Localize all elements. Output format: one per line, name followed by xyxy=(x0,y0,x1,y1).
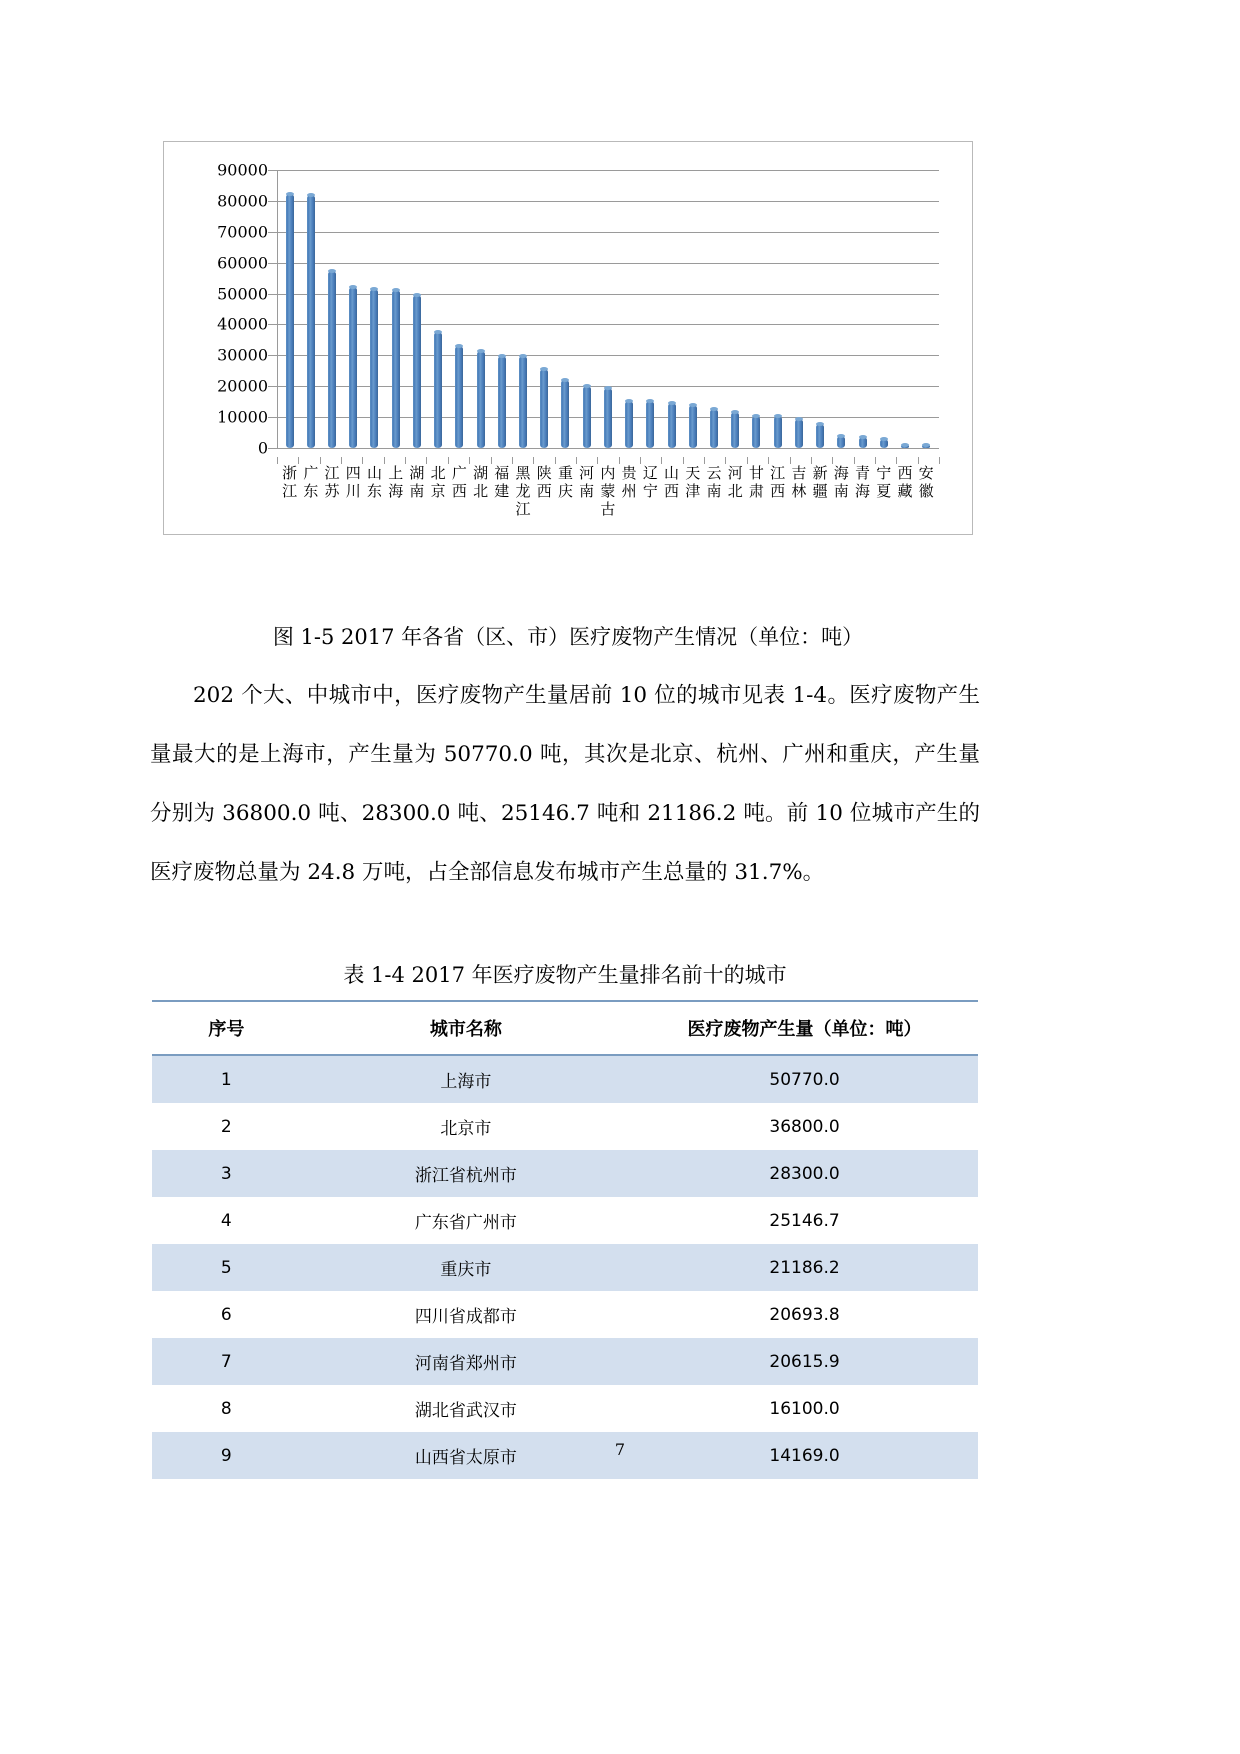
bar-slot xyxy=(343,170,364,448)
table-row xyxy=(152,1150,978,1197)
bar xyxy=(816,424,824,448)
x-axis-label: 广 西 xyxy=(451,464,467,500)
x-tick-mark xyxy=(362,457,363,464)
x-tick-mark xyxy=(811,457,812,464)
x-tick-mark xyxy=(448,457,449,464)
bar xyxy=(540,369,548,448)
x-axis-label: 福 建 xyxy=(494,464,510,500)
y-tick-mark xyxy=(268,201,277,202)
bar xyxy=(307,195,315,448)
table-cell-city: 上海市 xyxy=(301,1055,631,1103)
table-cell-value: 21186.2 xyxy=(631,1244,978,1291)
bar xyxy=(774,416,782,448)
bar-slot xyxy=(916,170,937,448)
x-axis-label: 云 南 xyxy=(706,464,722,500)
table-row xyxy=(152,1385,978,1432)
bar xyxy=(646,401,654,448)
bar-slot xyxy=(470,170,491,448)
x-tick-mark xyxy=(640,457,641,464)
bar-slot xyxy=(873,170,894,448)
x-axis-label: 湖 南 xyxy=(409,464,425,500)
bar xyxy=(922,445,930,448)
x-axis-label: 河 北 xyxy=(727,464,743,500)
bar xyxy=(519,356,527,448)
x-axis-label: 海 南 xyxy=(833,464,849,500)
x-tick-mark xyxy=(768,457,769,464)
bar-slot xyxy=(767,170,788,448)
x-tick-mark xyxy=(832,457,833,464)
bar xyxy=(604,388,612,448)
figure-container xyxy=(163,141,973,535)
table-row xyxy=(152,1291,978,1338)
x-tick-mark xyxy=(661,457,662,464)
bar xyxy=(668,403,676,448)
y-tick-mark xyxy=(268,263,277,264)
bar xyxy=(392,290,400,448)
y-tick-label: 60000 xyxy=(217,253,268,273)
table-row xyxy=(152,1197,978,1244)
x-axis-label: 山 西 xyxy=(664,464,680,500)
x-axis-label: 黑 龙 江 xyxy=(515,464,531,518)
table-header-index: 序号 xyxy=(152,1001,301,1055)
x-axis-label: 新 疆 xyxy=(812,464,828,500)
table-cell-index: 3 xyxy=(152,1150,301,1197)
table-cell-index: 5 xyxy=(152,1244,301,1291)
x-tick-mark xyxy=(704,457,705,464)
y-tick-mark xyxy=(268,417,277,418)
table-cell-city: 重庆市 xyxy=(301,1244,631,1291)
table-cell-city: 浙江省杭州市 xyxy=(301,1150,631,1197)
y-tick-label: 70000 xyxy=(217,222,268,242)
bar-slot xyxy=(364,170,385,448)
bar xyxy=(795,419,803,448)
table-cell-index: 6 xyxy=(152,1291,301,1338)
bar-slot xyxy=(406,170,427,448)
figure-caption: 图 1-5 2017 年各省（区、市）医疗废物产生情况（单位：吨） xyxy=(272,625,864,649)
x-tick-mark xyxy=(619,457,620,464)
table-cell-index: 9 xyxy=(152,1432,301,1479)
table-cell-value: 14169.0 xyxy=(631,1432,978,1479)
y-tick-label: 80000 xyxy=(217,191,268,211)
bar xyxy=(413,295,421,448)
plot-area xyxy=(277,170,939,448)
x-axis-label: 重 庆 xyxy=(557,464,573,500)
bar-slot xyxy=(661,170,682,448)
bar xyxy=(731,412,739,448)
x-axis-label: 河 南 xyxy=(579,464,595,500)
x-tick-mark xyxy=(512,457,513,464)
x-axis-label: 吉 林 xyxy=(791,464,807,500)
x-tick-mark xyxy=(298,457,299,464)
bar-slot xyxy=(300,170,321,448)
bar xyxy=(498,356,506,448)
top-cities-table xyxy=(152,1000,978,1479)
x-tick-mark xyxy=(277,457,278,464)
y-tick-mark xyxy=(268,294,277,295)
x-axis-label: 安 徽 xyxy=(918,464,934,500)
bar-slot xyxy=(809,170,830,448)
x-tick-mark xyxy=(341,457,342,464)
x-axis-label: 青 海 xyxy=(855,464,871,500)
y-tick-label: 20000 xyxy=(217,376,268,396)
x-axis-ticks xyxy=(277,457,939,464)
bar-slot xyxy=(852,170,873,448)
table-header-city: 城市名称 xyxy=(301,1001,631,1055)
table-cell-city: 山西省太原市 xyxy=(301,1432,631,1479)
table-row xyxy=(152,1055,978,1103)
table-header-row xyxy=(152,1001,978,1055)
table-cell-city: 湖北省武汉市 xyxy=(301,1385,631,1432)
y-tick-mark xyxy=(268,170,277,171)
table-cell-index: 2 xyxy=(152,1103,301,1150)
table-cell-city: 北京市 xyxy=(301,1103,631,1150)
x-axis-label: 浙 江 xyxy=(282,464,298,500)
table-row xyxy=(152,1244,978,1291)
x-axis-label: 天 津 xyxy=(685,464,701,500)
y-tick-label: 90000 xyxy=(217,160,268,180)
bar-slot xyxy=(385,170,406,448)
bar xyxy=(477,351,485,448)
table-body xyxy=(152,1055,978,1479)
page-number: 7 xyxy=(614,1440,626,1459)
y-tick-mark xyxy=(268,324,277,325)
table-header xyxy=(152,1001,978,1055)
x-tick-mark xyxy=(747,457,748,464)
x-tick-mark xyxy=(875,457,876,464)
table-cell-value: 36800.0 xyxy=(631,1103,978,1150)
bar-slot xyxy=(512,170,533,448)
x-axis-label: 江 苏 xyxy=(324,464,340,500)
table-cell-city: 四川省成都市 xyxy=(301,1291,631,1338)
x-axis-label: 江 西 xyxy=(770,464,786,500)
bar-slot xyxy=(534,170,555,448)
x-tick-mark xyxy=(533,457,534,464)
bar xyxy=(349,287,357,448)
bar xyxy=(434,332,442,448)
x-tick-mark xyxy=(683,457,684,464)
bar-slot xyxy=(725,170,746,448)
bar xyxy=(901,445,909,448)
y-axis xyxy=(164,160,268,458)
x-axis-label: 甘 肃 xyxy=(748,464,764,500)
x-axis-label: 四 川 xyxy=(345,464,361,500)
x-tick-mark xyxy=(939,457,940,464)
x-tick-mark xyxy=(790,457,791,464)
bar-slot xyxy=(682,170,703,448)
table-cell-value: 20693.8 xyxy=(631,1291,978,1338)
x-tick-mark xyxy=(854,457,855,464)
bar xyxy=(880,439,888,448)
bar-slot xyxy=(894,170,915,448)
x-axis-label: 陕 西 xyxy=(536,464,552,500)
bar xyxy=(286,194,294,448)
bar xyxy=(561,380,569,448)
bar-slot xyxy=(449,170,470,448)
x-axis-labels xyxy=(277,464,939,518)
bar xyxy=(625,401,633,448)
table-cell-value: 16100.0 xyxy=(631,1385,978,1432)
x-tick-mark xyxy=(725,457,726,464)
bar xyxy=(837,436,845,448)
bar-slot xyxy=(619,170,640,448)
x-axis-label: 北 京 xyxy=(430,464,446,500)
y-tick-label: 0 xyxy=(257,438,268,458)
x-tick-mark xyxy=(555,457,556,464)
bar xyxy=(370,289,378,448)
table-cell-index: 1 xyxy=(152,1055,301,1103)
bar-slot xyxy=(640,170,661,448)
table-cell-value: 50770.0 xyxy=(631,1055,978,1103)
body-paragraph: 202 个大、中城市中，医疗废物产生量居前 10 位的城市见表 1-4。医疗废物产生量最大的是上海市，产生量为 50770.0 吨，其次是北京、杭州、广州和重庆，产生量分别为 36800.0 吨、28300.0 吨、25146.7 吨和 21186.2 吨。前 10 位城市产生的医疗废物总量为 24.8 万吨，占全部信息发布城市产生总量的 31.7%。 xyxy=(150,683,980,885)
x-axis-label: 宁 夏 xyxy=(876,464,892,500)
chart-floor xyxy=(268,448,939,457)
table-cell-value: 25146.7 xyxy=(631,1197,978,1244)
x-axis-label: 广 东 xyxy=(303,464,319,500)
table-cell-value: 20615.9 xyxy=(631,1338,978,1385)
table-header-value: 医疗废物产生量（单位：吨） xyxy=(631,1001,978,1055)
bar-slot xyxy=(491,170,512,448)
x-tick-mark xyxy=(320,457,321,464)
bar xyxy=(752,416,760,448)
bar xyxy=(455,346,463,448)
table-cell-value: 28300.0 xyxy=(631,1150,978,1197)
table-cell-city: 河南省郑州市 xyxy=(301,1338,631,1385)
bar-slot xyxy=(703,170,724,448)
x-tick-mark xyxy=(896,457,897,464)
x-tick-mark xyxy=(597,457,598,464)
y-tick-mark xyxy=(268,232,277,233)
bar xyxy=(710,409,718,448)
x-axis-label: 西 藏 xyxy=(897,464,913,500)
bar-slot xyxy=(428,170,449,448)
y-tick-mark xyxy=(268,386,277,387)
x-tick-mark xyxy=(405,457,406,464)
x-axis-label: 上 海 xyxy=(388,464,404,500)
x-tick-mark xyxy=(576,457,577,464)
y-tick-label: 10000 xyxy=(217,407,268,427)
x-tick-mark xyxy=(469,457,470,464)
bar-series xyxy=(277,170,939,448)
table-cell-index: 4 xyxy=(152,1197,301,1244)
bar xyxy=(328,271,336,448)
x-tick-mark xyxy=(426,457,427,464)
bar-slot xyxy=(321,170,342,448)
table-cell-index: 7 xyxy=(152,1338,301,1385)
bar xyxy=(689,405,697,448)
x-axis-label: 辽 宁 xyxy=(642,464,658,500)
bar-slot xyxy=(831,170,852,448)
table-row xyxy=(152,1338,978,1385)
x-axis-label: 内 蒙 古 xyxy=(600,464,616,518)
x-tick-mark xyxy=(384,457,385,464)
bar-slot xyxy=(788,170,809,448)
x-tick-mark xyxy=(918,457,919,464)
y-tick-label: 30000 xyxy=(217,345,268,365)
bar-slot xyxy=(597,170,618,448)
y-tick-label: 40000 xyxy=(217,314,268,334)
y-tick-mark xyxy=(268,355,277,356)
bar xyxy=(859,437,867,448)
bar-slot xyxy=(746,170,767,448)
table-row xyxy=(152,1103,978,1150)
bar xyxy=(583,386,591,448)
bar-slot xyxy=(555,170,576,448)
y-tick-label: 50000 xyxy=(217,284,268,304)
bar-slot xyxy=(279,170,300,448)
x-tick-mark xyxy=(491,457,492,464)
x-axis-label: 山 东 xyxy=(366,464,382,500)
bar-slot xyxy=(576,170,597,448)
bar-chart xyxy=(164,142,972,534)
x-axis-label: 湖 北 xyxy=(473,464,489,500)
table-cell-index: 8 xyxy=(152,1385,301,1432)
table-caption: 表 1-4 2017 年医疗废物产生量排名前十的城市 xyxy=(343,963,787,987)
table-cell-city: 广东省广州市 xyxy=(301,1197,631,1244)
x-axis-label: 贵 州 xyxy=(621,464,637,500)
